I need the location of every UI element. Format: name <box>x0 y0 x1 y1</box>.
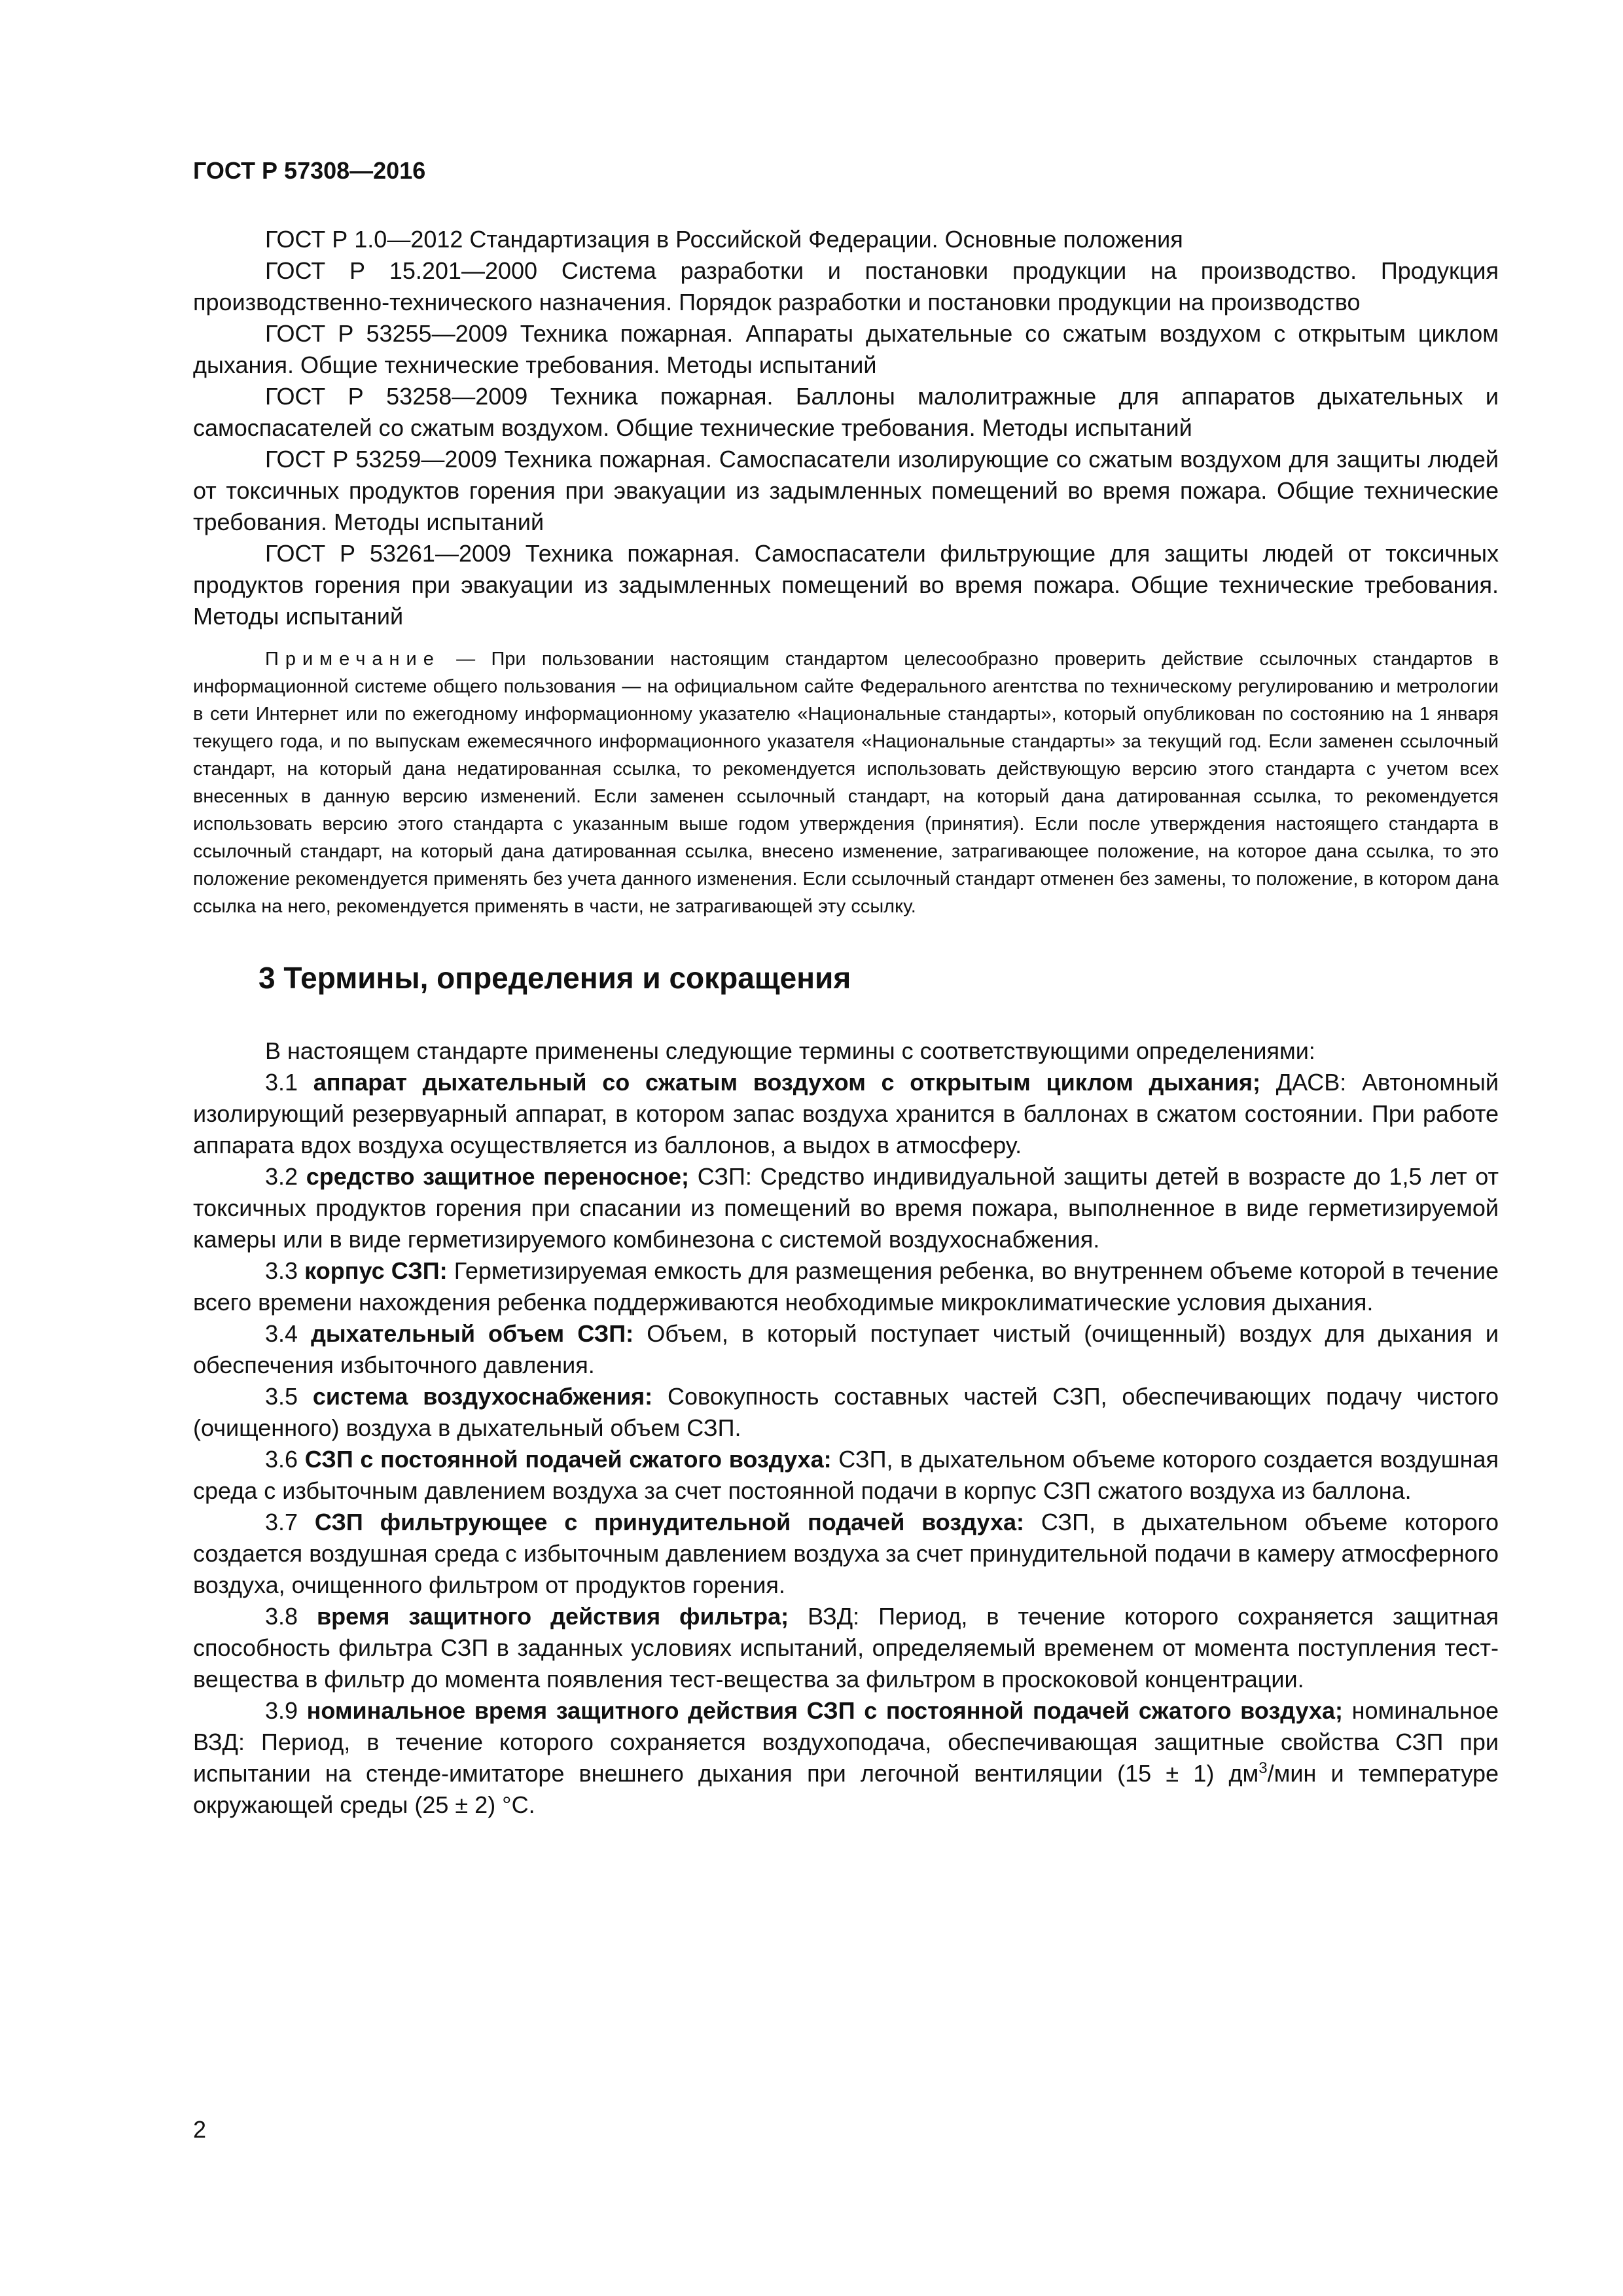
term-item <box>193 1161 1499 1255</box>
term-item <box>193 1695 1499 1821</box>
term-number: 3.1 <box>265 1069 298 1096</box>
term-number: 3.3 <box>265 1257 298 1284</box>
term-title: СЗП с постоянной подачей сжатого воздуха: <box>304 1446 832 1473</box>
term-definition: СЗП, в дыхательном объеме которого создается воздушная среда с избыточным давлением воздуха за счет принудительной подачи в камеру атмосферного воздуха, очищенного фильтром от продуктов горения. <box>193 1509 1499 1598</box>
section-intro: В настоящем стандарте применены следующие термины с соответствующими определениями: <box>265 1037 1315 1064</box>
term-definition: Объем, в который поступает чистый (очищенный) воздух для дыхания и обеспечения избыточного давления. <box>193 1320 1499 1378</box>
term-number: 3.5 <box>265 1383 298 1410</box>
term-definition: СЗП: Средство индивидуальной защиты детей в возрасте до 1,5 лет от токсичных продуктов горения при спасании из помещений во время пожара, выполненное в виде герметизируемой камеры или в виде герметизируемого комбинезона с системой воздухоснабжения. <box>193 1163 1499 1253</box>
term-title: дыхательный объем СЗП: <box>311 1320 634 1347</box>
term-number: 3.9 <box>265 1697 298 1724</box>
term-item <box>193 1381 1499 1444</box>
term-definition: ДАСВ: Автономный изолирующий резервуарный аппарат, в котором запас воздуха хранится в баллонах в сжатом состоянии. При работе аппарата вдох воздуха осуществляется из баллонов, а выдох в атмосферу. <box>193 1069 1499 1158</box>
term-definition: ВЗД: Период, в течение которого сохраняется защитная способность фильтра СЗП в заданных условиях испытаний, определяемый временем от момента поступления тест-вещества в фильтр до момента появления тест-вещества за фильтром в проскоковой концентрации. <box>193 1603 1499 1693</box>
term-item <box>193 1507 1499 1601</box>
term-definition: номинальное ВЗД: Период, в течение которого сохраняется воздухоподача, обеспечивающая защитные свойства СЗП при испытании на стенде-имитаторе внешнего дыхания при легочной вентиляции (15 ± 1) дм <box>193 1697 1499 1787</box>
terms-list <box>193 1067 1499 1821</box>
term-number: 3.7 <box>265 1509 298 1535</box>
term-item <box>193 1067 1499 1161</box>
term-number: 3.8 <box>265 1603 298 1630</box>
term-definition: Герметизируемая емкость для размещения ребенка, во внутреннем объеме которой в течение всего времени нахождения ребенка поддерживаются необходимые микроклиматические условия дыхания. <box>193 1257 1499 1316</box>
document-code: ГОСТ Р 57308—2016 <box>193 157 426 184</box>
term-title: время защитного действия фильтра; <box>317 1603 789 1630</box>
references-list <box>193 224 1499 632</box>
term-definition-cont: /мин и температуре окружающей среды (25 ± 2) °С. <box>193 1760 1499 1818</box>
reference-item: ГОСТ Р 53261—2009 Техника пожарная. Самоспасатели фильтрующие для защиты людей от токсичных продуктов горения при эвакуации из задымленных помещений во время пожара. Общие технические требования. Методы испытаний <box>193 540 1499 630</box>
section-title: 3 Термины, определения и сокращения <box>259 961 851 995</box>
term-item <box>193 1255 1499 1318</box>
term-title: аппарат дыхательный со сжатым воздухом с открытым циклом дыхания; <box>313 1069 1260 1096</box>
term-number: 3.2 <box>265 1163 298 1190</box>
superscript: 3 <box>1258 1759 1268 1777</box>
term-definition: Совокупность составных частей СЗП, обеспечивающих подачу чистого (очищенного) воздуха в дыхательный объем СЗП. <box>193 1383 1499 1441</box>
term-item <box>193 1318 1499 1381</box>
reference-item: ГОСТ Р 53255—2009 Техника пожарная. Аппараты дыхательные со сжатым воздухом с открытым циклом дыхания. Общие технические требования. Методы испытаний <box>193 320 1499 378</box>
term-number: 3.6 <box>265 1446 298 1473</box>
reference-item: ГОСТ Р 53258—2009 Техника пожарная. Баллоны малолитражные для аппаратов дыхательных и самоспасателей со сжатым воздухом. Общие технические требования. Методы испытаний <box>193 383 1499 441</box>
term-definition: СЗП, в дыхательном объеме которого создается воздушная среда с избыточным давлением воздуха за счет постоянной подачи в корпус СЗП сжатого воздуха из баллона. <box>193 1446 1499 1504</box>
reference-item: ГОСТ Р 53259—2009 Техника пожарная. Самоспасатели изолирующие со сжатым воздухом для защиты людей от токсичных продуктов горения при эвакуации из задымленных помещений во время пожара. Общие технические требования. Методы испытаний <box>193 446 1499 535</box>
reference-item: ГОСТ Р 15.201—2000 Система разработки и постановки продукции на производство. Продукция производственно-технического назначения. Порядок разработки и постановки продукции на производство <box>193 257 1499 315</box>
term-item <box>193 1444 1499 1507</box>
term-title: СЗП фильтрующее с принудительной подачей воздуха: <box>314 1509 1024 1535</box>
term-title: средство защитное переносное; <box>306 1163 689 1190</box>
term-title: система воздухоснабжения: <box>312 1383 653 1410</box>
document-page <box>193 157 1499 1821</box>
page-number: 2 <box>193 2116 207 2143</box>
term-title: корпус СЗП: <box>304 1257 448 1284</box>
note-label: Примечание <box>265 649 440 670</box>
note <box>193 645 1499 920</box>
note-text: — При пользовании настоящим стандартом целесообразно проверить действие ссылочных стандартов в информационной системе общего пользования — на официальном сайте Федерального агентства по техническому регулированию и метрологии в сети Интернет или по ежегодному информационному указателю «Национальные стандарты», который опубликован по состоянию на 1 января текущего года, и по выпускам ежемесячного информационного указателя «Национальные стандарты» за текущий год. Если заменен ссылочный стандарт, на который дана недатированная ссылка, то рекомендуется использовать действующую версию этого стандарта с учетом всех внесенных в данную версию изменений. Если заменен ссылочный стандарт, на который дана датированная ссылка, то рекомендуется использовать версию этого стандарта с указанным выше годом утверждения (принятия). Если после утверждения настоящего стандарта в ссылочный стандарт, на который дана датированная ссылка, внесено изменение, затрагивающее положение, на которое дана ссылка, то это положение рекомендуется применять без учета данного изменения. Если ссылочный стандарт отменен без замены, то положение, в котором дана ссылка на него, рекомендуется применять в части, не затрагивающей эту ссылку. <box>193 649 1499 917</box>
term-title: номинальное время защитного действия СЗП с постоянной подачей сжатого воздуха; <box>306 1697 1344 1724</box>
term-number: 3.4 <box>265 1320 298 1347</box>
term-item <box>193 1601 1499 1695</box>
reference-item: ГОСТ Р 1.0—2012 Стандартизация в Российской Федерации. Основные положения <box>265 226 1183 253</box>
